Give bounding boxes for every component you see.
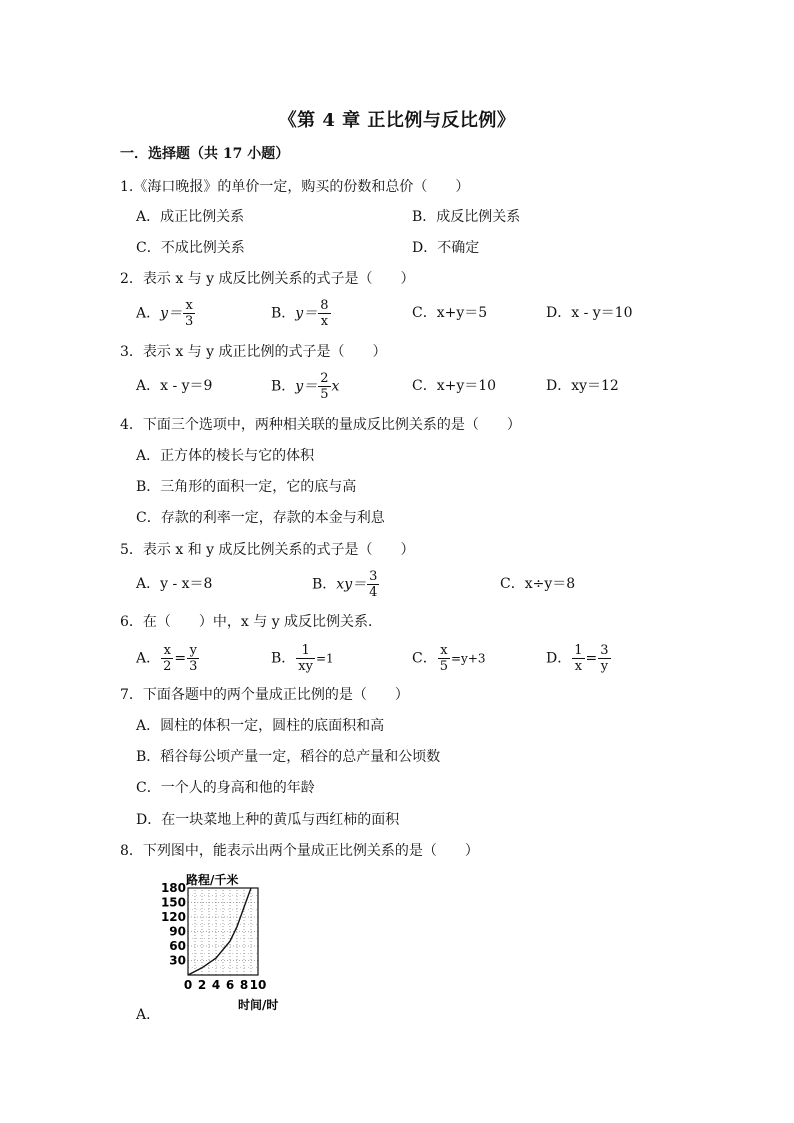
y-tick-label: 180 [160, 881, 186, 895]
chart-grid [188, 888, 258, 975]
q6-option-d: D． $\frac{1}{x}$ = $\frac{3}{y}$ [546, 643, 609, 674]
fraction: $\frac{1}{x}$ [574, 643, 583, 674]
q1-option-c: C．不成比例关系 [136, 240, 245, 256]
fraction: $\frac{1}{xy}$ [298, 643, 313, 674]
q6-stem: 6．在（ ）中，x 与 y 成反比例关系． [120, 614, 383, 630]
q1-option-a: A．成正比例关系 [136, 209, 245, 225]
section-heading: 一．选择题（共 17 小题） [120, 146, 290, 162]
y-tick-label: 120 [160, 910, 186, 924]
q1-stem: 1.《海口晚报》的单价一定，购买的份数和总价（ ） [120, 179, 470, 195]
q4-stem: 4．下面三个选项中，两种相关联的量成反比例关系的是（ ） [120, 417, 521, 433]
q1-option-b: B．成反比例关系 [412, 209, 521, 225]
q5-stem: 5．表示 x 和 y 成反比例关系的式子是（ ） [120, 542, 415, 558]
y-tick-label: 150 [160, 895, 186, 910]
q3-option-a: A．x - y＝9 [136, 378, 213, 394]
fraction: $\frac{2}{5}$ [320, 371, 329, 402]
x-tick-label: 8 [239, 978, 249, 992]
q5-option-c: C．x÷y＝8 [500, 576, 576, 592]
y-tick-label: 30 [169, 953, 186, 968]
y-axis-label: 路程/千米 [186, 873, 239, 887]
q2-stem: 2．表示 x 与 y 成反比例关系的式子是（ ） [120, 271, 415, 287]
q7-stem: 7．下面各题中的两个量成正比例的是（ ） [120, 687, 409, 703]
q8-option-a: A． [136, 1007, 161, 1023]
q5-option-b: B．xy＝ $\frac{3}{4}$ [312, 569, 378, 600]
q4-option-b: B．三角形的面积一定，它的底与高 [136, 479, 357, 495]
x-axis-label: 时间/时 [238, 998, 279, 1012]
q7-option-c: C．一个人的身高和他的年龄 [136, 780, 315, 796]
chart-axes [188, 888, 258, 975]
fraction: $\frac{x}{3}$ [185, 298, 194, 329]
q2-option-d: D．x - y＝10 [546, 305, 633, 321]
q2-option-a: A．y＝ $\frac{x}{3}$ [136, 298, 194, 329]
q7-option-d: D．在一块菜地上种的黄瓜与西红柿的面积 [136, 812, 400, 828]
chart-frame [188, 888, 258, 975]
q8-stem: 8．下列图中，能表示出两个量成正比例关系的是（ ） [120, 843, 479, 859]
fraction: $\frac{3}{y}$ [600, 643, 609, 674]
q6-option-c: C． $\frac{x}{5}$ =y+3 [412, 643, 486, 674]
q3-option-b: B．y＝ $\frac{2}{5}$ x [271, 371, 340, 402]
q2-option-c: C．x+y＝5 [412, 305, 488, 321]
distance-time-chart [150, 870, 300, 1015]
q3-option-c: C．x+y＝10 [412, 378, 497, 394]
q4-option-a: A．正方体的棱长与它的体积 [136, 448, 315, 464]
fraction: $\frac{y}{3}$ [189, 643, 198, 674]
q4-option-c: C．存款的利率一定，存款的本金与利息 [136, 510, 385, 526]
q6-option-a: A． $\frac{x}{2}$ = $\frac{y}{3}$ [136, 643, 198, 674]
page-title: 《第 4 章 正比例与反比例》 [278, 110, 516, 131]
y-tick-label: 60 [169, 939, 186, 953]
x-tick-label: 10 [249, 978, 267, 992]
q7-option-a: A．圆柱的体积一定，圆柱的底面积和高 [136, 718, 385, 734]
fraction: $\frac{x}{5}$ [439, 643, 448, 674]
x-tick-label: 2 [197, 978, 207, 992]
q3-option-d: D．xy＝12 [546, 378, 619, 394]
q5-option-a: A．y - x＝8 [136, 576, 213, 592]
x-tick-label: 4 [211, 978, 221, 992]
fraction: $\frac{x}{2}$ [163, 643, 172, 674]
fraction: $\frac{3}{4}$ [369, 569, 378, 600]
fraction: $\frac{8}{x}$ [320, 298, 329, 329]
q2-option-b: B．y＝ $\frac{8}{x}$ [271, 298, 329, 329]
q6-option-b: B． $\frac{1}{xy}$ =1 [271, 643, 334, 674]
q1-option-d: D．不确定 [412, 240, 480, 256]
x-tick-label: 0 [183, 978, 193, 992]
x-tick-label: 6 [225, 978, 235, 992]
y-tick-label: 90 [169, 924, 186, 939]
q3-stem: 3．表示 x 与 y 成正比例的式子是（ ） [120, 344, 387, 360]
q7-option-b: B．稻谷每公顷产量一定，稻谷的总产量和公顷数 [136, 749, 441, 765]
